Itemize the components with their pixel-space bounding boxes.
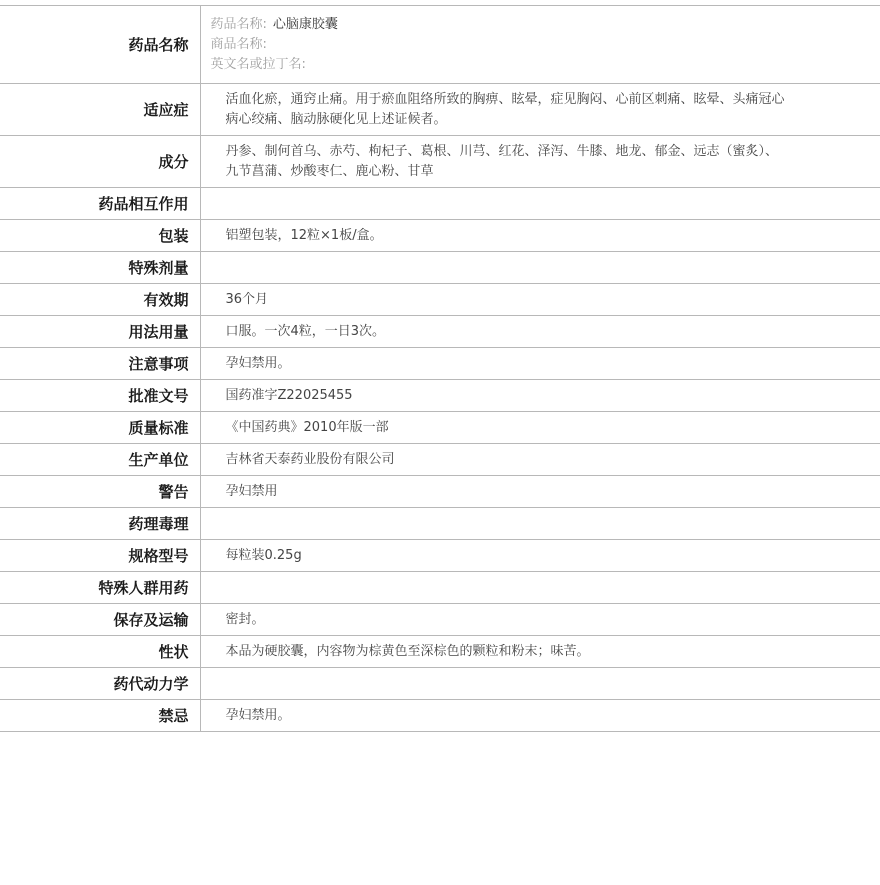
latin-name-line bbox=[211, 55, 791, 75]
table-row-shelf-life bbox=[0, 284, 880, 316]
row-value: 孕妇禁用 bbox=[200, 476, 880, 508]
table-row-interactions bbox=[0, 188, 880, 220]
row-value: 《中国药典》2010年版一部 bbox=[200, 412, 880, 444]
row-value: 每粒装0.25g bbox=[200, 540, 880, 572]
generic-name-value: 心脑康胶囊 bbox=[272, 16, 338, 32]
row-label: 注意事项 bbox=[0, 348, 200, 380]
row-label: 成分 bbox=[0, 136, 200, 188]
row-label: 保存及运输 bbox=[0, 604, 200, 636]
table-row-drug-name bbox=[0, 6, 880, 84]
generic-name-line bbox=[211, 15, 791, 35]
row-label: 药品名称 bbox=[0, 6, 200, 84]
row-value bbox=[200, 572, 880, 604]
table-row-special-dosage bbox=[0, 252, 880, 284]
table-row-special-populations bbox=[0, 572, 880, 604]
row-label: 用法用量 bbox=[0, 316, 200, 348]
row-value: 口服。一次4粒，一日3次。 bbox=[200, 316, 880, 348]
row-value: 国药准字Z22025455 bbox=[200, 380, 880, 412]
table-row-contraindications bbox=[0, 700, 880, 732]
table-row-manufacturer bbox=[0, 444, 880, 476]
row-value bbox=[200, 668, 880, 700]
table-row-packaging bbox=[0, 220, 880, 252]
row-value: 铝塑包装，12粒×1板/盒。 bbox=[200, 220, 880, 252]
table-row-pharmacology bbox=[0, 508, 880, 540]
row-label: 包装 bbox=[0, 220, 200, 252]
row-value: 36个月 bbox=[200, 284, 880, 316]
row-value bbox=[200, 508, 880, 540]
table-row-approval-number bbox=[0, 380, 880, 412]
row-label: 警告 bbox=[0, 476, 200, 508]
row-label: 禁忌 bbox=[0, 700, 200, 732]
table-row-warning bbox=[0, 476, 880, 508]
row-value: 丹参、制何首乌、赤芍、枸杞子、葛根、川芎、红花、泽泻、牛膝、地龙、郁金、远志（蜜炙）、九节菖蒲、炒酸枣仁、鹿心粉、甘草 bbox=[200, 136, 880, 188]
table-row-specification bbox=[0, 540, 880, 572]
trade-name-line bbox=[211, 35, 791, 55]
table-row-ingredients bbox=[0, 136, 880, 188]
drug-name-block bbox=[200, 6, 880, 84]
row-label: 规格型号 bbox=[0, 540, 200, 572]
table-row-quality-standard bbox=[0, 412, 880, 444]
row-label: 药理毒理 bbox=[0, 508, 200, 540]
row-value bbox=[200, 188, 880, 220]
row-label: 性状 bbox=[0, 636, 200, 668]
row-value: 本品为硬胶囊，内容物为棕黄色至深棕色的颗粒和粉末；味苦。 bbox=[200, 636, 880, 668]
row-label: 特殊剂量 bbox=[0, 252, 200, 284]
row-label: 有效期 bbox=[0, 284, 200, 316]
table-row-pharmacokinetics bbox=[0, 668, 880, 700]
table-row-indications bbox=[0, 84, 880, 136]
trade-name-key: 商品名称: bbox=[210, 36, 267, 52]
row-value: 密封。 bbox=[200, 604, 880, 636]
row-label: 药代动力学 bbox=[0, 668, 200, 700]
row-label: 特殊人群用药 bbox=[0, 572, 200, 604]
row-label: 生产单位 bbox=[0, 444, 200, 476]
row-value: 孕妇禁用。 bbox=[200, 700, 880, 732]
row-value bbox=[200, 252, 880, 284]
row-label: 批准文号 bbox=[0, 380, 200, 412]
table-row-storage bbox=[0, 604, 880, 636]
row-label: 适应症 bbox=[0, 84, 200, 136]
table-row-description bbox=[0, 636, 880, 668]
drug-info-table bbox=[0, 5, 880, 732]
generic-name-key: 药品名称: bbox=[210, 16, 267, 32]
latin-name-key: 英文名或拉丁名: bbox=[210, 56, 306, 72]
row-value: 孕妇禁用。 bbox=[200, 348, 880, 380]
row-label: 药品相互作用 bbox=[0, 188, 200, 220]
row-label: 质量标准 bbox=[0, 412, 200, 444]
row-value: 活血化瘀，通窍止痛。用于瘀血阻络所致的胸痹、眩晕，症见胸闷、心前区刺痛、眩晕、头痛冠心病心绞痛、脑动脉硬化见上述证候者。 bbox=[200, 84, 880, 136]
table-row-dosage bbox=[0, 316, 880, 348]
table-row-precautions bbox=[0, 348, 880, 380]
row-value: 吉林省天泰药业股份有限公司 bbox=[200, 444, 880, 476]
